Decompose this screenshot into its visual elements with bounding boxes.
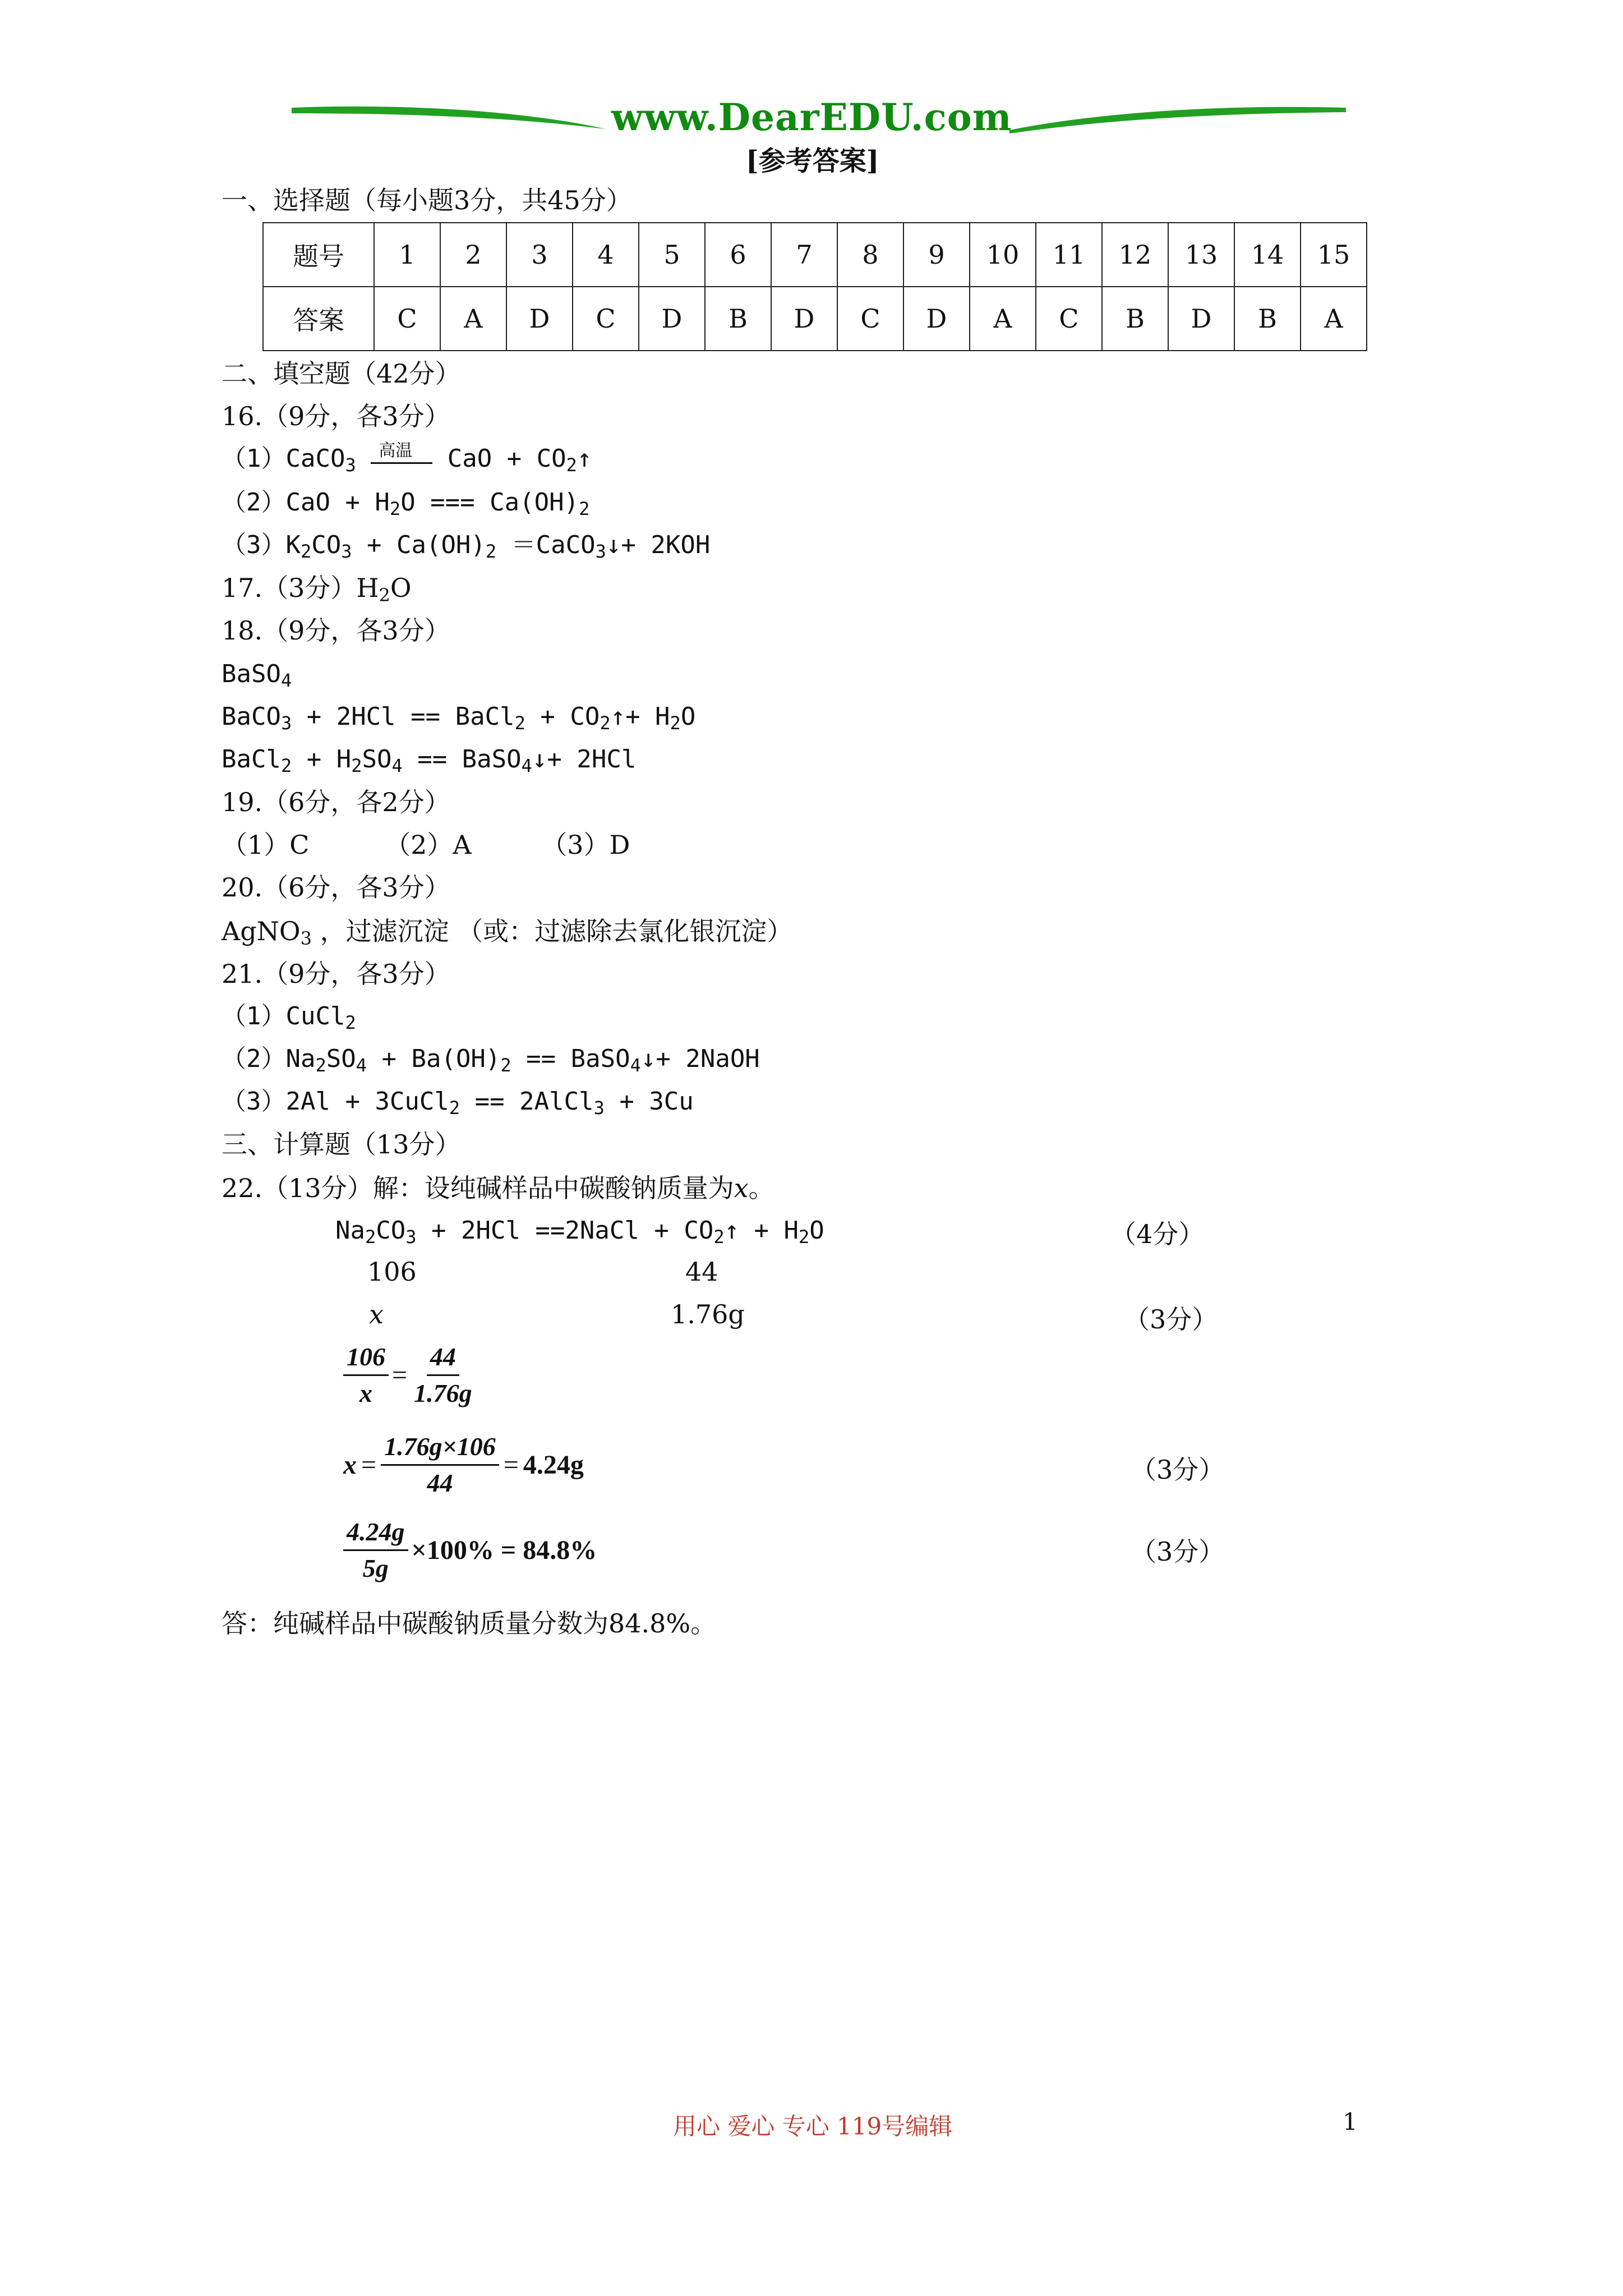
text: BaSO bbox=[222, 660, 281, 688]
q18-head: 18.（9分，各3分） bbox=[222, 615, 450, 646]
swoosh-right-decoration bbox=[1009, 101, 1346, 135]
variable-x: x bbox=[734, 1173, 749, 1203]
score-label: （3分） bbox=[1124, 1304, 1218, 1335]
table-row-answers bbox=[263, 287, 1367, 351]
fraction bbox=[381, 1429, 499, 1501]
text: （1）CuCl bbox=[222, 1002, 345, 1030]
text: ↑+ H bbox=[610, 702, 670, 731]
numerator: 44 bbox=[427, 1340, 459, 1376]
subscript: 2 bbox=[449, 1097, 460, 1119]
percent-result: ×100% = 84.8% bbox=[411, 1535, 597, 1565]
subscript: 2 bbox=[485, 541, 497, 562]
q17-line bbox=[222, 571, 412, 605]
text: ↓+ 2HCl bbox=[532, 745, 637, 774]
table-cell: D bbox=[506, 287, 573, 351]
table-cell: 9 bbox=[903, 223, 970, 287]
table-cell: D bbox=[639, 287, 705, 351]
q16-head: 16.（9分，各3分） bbox=[222, 401, 450, 431]
table-row-numbers bbox=[263, 223, 1367, 287]
table-cell: 10 bbox=[970, 223, 1036, 287]
text: 。 bbox=[748, 1173, 774, 1203]
table-cell: A bbox=[970, 287, 1036, 351]
subscript: 2 bbox=[799, 1226, 810, 1248]
table-cell: B bbox=[1102, 287, 1168, 351]
table-cell: C bbox=[374, 287, 440, 351]
row-label-numbers: 题号 bbox=[263, 223, 374, 287]
subscript: 4 bbox=[356, 1055, 367, 1076]
text: AgNO bbox=[222, 916, 301, 946]
q19-answer-3: （3）D bbox=[541, 830, 630, 860]
reaction-condition bbox=[371, 441, 432, 471]
subscript: 4 bbox=[391, 755, 403, 776]
variable-x: x bbox=[343, 1450, 357, 1480]
subscript: 2 bbox=[280, 755, 292, 776]
equals-sign: = bbox=[503, 1450, 519, 1480]
page-subtitle: [参考答案] bbox=[746, 145, 879, 177]
co2-mass: 1.76g bbox=[671, 1299, 745, 1329]
text: 22.（13分）解：设纯碱样品中碳酸钠质量为 bbox=[222, 1173, 734, 1203]
q21-line1 bbox=[222, 1000, 356, 1033]
text: + Ba(OH) bbox=[367, 1045, 501, 1073]
q16-line2 bbox=[222, 486, 589, 519]
score-label: （3分） bbox=[1131, 1455, 1225, 1485]
text: （2）Na bbox=[222, 1045, 316, 1073]
molar-mass-co2: 44 bbox=[685, 1257, 718, 1287]
text: SO bbox=[362, 745, 392, 774]
gas-arrow-icon: ↑ bbox=[577, 444, 592, 473]
fraction bbox=[343, 1515, 408, 1586]
denominator: x bbox=[359, 1379, 372, 1407]
numerator: 106 bbox=[343, 1340, 389, 1376]
text: ↑ + H bbox=[724, 1216, 799, 1245]
subscript: 2 bbox=[579, 498, 590, 519]
denominator: 44 bbox=[427, 1469, 453, 1497]
text: + 2HCl == BaCl bbox=[292, 702, 515, 731]
text: BaCO bbox=[222, 702, 281, 731]
subscript: 3 bbox=[345, 454, 356, 476]
subscript: 2 bbox=[670, 712, 681, 734]
q19-answer-2: （2）A bbox=[385, 830, 472, 860]
section1-title: 一、选择题（每小题3分，共45分） bbox=[222, 185, 632, 215]
text: + CO bbox=[525, 702, 600, 731]
text: （3）K bbox=[222, 531, 301, 559]
unknown-x: x bbox=[369, 1299, 384, 1329]
subscript: 4 bbox=[630, 1055, 641, 1076]
q18-line2 bbox=[222, 700, 695, 734]
subscript: 2 bbox=[600, 712, 611, 734]
table-cell: 6 bbox=[705, 223, 771, 287]
row-label-answers: 答案 bbox=[263, 287, 374, 351]
text: （3）2Al + 3CuCl bbox=[222, 1087, 449, 1116]
q18-line1 bbox=[222, 657, 292, 691]
q20-answer bbox=[222, 914, 792, 948]
equals-sign: = bbox=[392, 1360, 408, 1390]
q16-line3 bbox=[222, 528, 710, 562]
q22-equation bbox=[335, 1214, 824, 1248]
table-cell: 3 bbox=[506, 223, 573, 287]
table-cell: 15 bbox=[1301, 223, 1367, 287]
section2-title: 二、填空题（42分） bbox=[222, 358, 461, 389]
subscript: 2 bbox=[365, 1226, 376, 1248]
text: O bbox=[390, 573, 412, 603]
subscript: 3 bbox=[405, 1226, 417, 1248]
table-cell: 8 bbox=[837, 223, 903, 287]
section3-title: 三、计算题（13分） bbox=[222, 1129, 461, 1159]
subscript: 2 bbox=[500, 1055, 511, 1076]
subscript: 2 bbox=[713, 1226, 725, 1248]
table-cell: A bbox=[440, 287, 506, 351]
text: + 3Cu bbox=[604, 1087, 694, 1116]
text: 17.（3分）H bbox=[222, 573, 379, 603]
footer-text: 用心 爱心 专心 119号编辑 bbox=[673, 2113, 953, 2140]
subscript: 2 bbox=[514, 712, 525, 734]
text: == BaSO bbox=[402, 745, 522, 774]
score-label: （3分） bbox=[1131, 1536, 1225, 1567]
condition-label: 高温 bbox=[379, 441, 413, 461]
q16-line1 bbox=[222, 442, 592, 476]
table-cell: 12 bbox=[1102, 223, 1168, 287]
text: CO bbox=[311, 531, 342, 559]
subscript: 2 bbox=[345, 1012, 356, 1033]
q19-answer-1: （1）C bbox=[222, 830, 310, 860]
text: （1）CaCO bbox=[222, 444, 345, 473]
site-logo-text: www.DearEDU.com bbox=[611, 95, 1012, 139]
table-cell: A bbox=[1301, 287, 1367, 351]
q19-head: 19.（6分，各2分） bbox=[222, 787, 450, 817]
denominator: 5g bbox=[362, 1554, 389, 1582]
subscript: 3 bbox=[595, 541, 606, 562]
page-number: 1 bbox=[1343, 2108, 1358, 2136]
text: BaCl bbox=[222, 745, 281, 774]
subscript: 2 bbox=[300, 541, 312, 562]
q18-line3 bbox=[222, 743, 636, 776]
q21-head: 21.（9分，各3分） bbox=[222, 959, 450, 989]
text: + H bbox=[292, 745, 352, 774]
text: ↓+ 2NaOH bbox=[640, 1045, 760, 1073]
numerator: 1.76g×106 bbox=[381, 1429, 499, 1466]
table-cell: D bbox=[903, 287, 970, 351]
answer-table bbox=[262, 222, 1367, 351]
swoosh-left-decoration bbox=[292, 101, 606, 135]
subscript: 2 bbox=[566, 454, 577, 476]
table-cell: C bbox=[1036, 287, 1102, 351]
subscript: 3 bbox=[341, 541, 352, 562]
text: O bbox=[680, 702, 696, 731]
percent-equation bbox=[343, 1515, 597, 1586]
result: 4.24g bbox=[523, 1450, 584, 1480]
text: Na bbox=[335, 1216, 365, 1245]
q21-line2 bbox=[222, 1042, 760, 1076]
q20-head: 20.（6分，各3分） bbox=[222, 872, 450, 903]
text: == BaSO bbox=[511, 1045, 630, 1073]
text: CO bbox=[376, 1216, 406, 1245]
q22-head bbox=[222, 1171, 774, 1205]
subscript: 3 bbox=[280, 712, 292, 734]
text: CaO + CO bbox=[447, 444, 566, 473]
subscript: 4 bbox=[521, 755, 532, 776]
table-cell: 7 bbox=[771, 223, 837, 287]
text: + Ca(OH) bbox=[352, 531, 486, 559]
text: ，过滤沉淀 （或：过滤除去氯化银沉淀） bbox=[312, 916, 793, 946]
text: ＝CaCO bbox=[496, 531, 596, 559]
table-cell: B bbox=[1234, 287, 1301, 351]
ratio-equation bbox=[343, 1340, 476, 1411]
table-cell: 1 bbox=[374, 223, 440, 287]
fraction bbox=[411, 1340, 476, 1411]
text: O === Ca(OH) bbox=[400, 488, 579, 517]
text: （2）CaO + H bbox=[222, 488, 390, 517]
table-cell: D bbox=[771, 287, 837, 351]
table-cell: D bbox=[1168, 287, 1234, 351]
table-cell: 4 bbox=[573, 223, 639, 287]
final-answer: 答：纯碱样品中碳酸钠质量分数为84.8%。 bbox=[222, 1608, 717, 1639]
table-cell: C bbox=[573, 287, 639, 351]
text: SO bbox=[326, 1045, 356, 1073]
q19-answers bbox=[222, 828, 630, 862]
score-label: （4分） bbox=[1110, 1219, 1205, 1249]
subscript: 2 bbox=[315, 1055, 326, 1076]
text: + 2HCl ==2NaCl + CO bbox=[416, 1216, 714, 1245]
table-cell: 14 bbox=[1234, 223, 1301, 287]
table-cell: 13 bbox=[1168, 223, 1234, 287]
denominator: 1.76g bbox=[414, 1379, 472, 1407]
subscript: 2 bbox=[351, 755, 362, 776]
condition-line bbox=[371, 462, 432, 464]
equals-sign: = bbox=[361, 1450, 377, 1480]
text: == 2AlCl bbox=[460, 1087, 594, 1116]
numerator: 4.24g bbox=[343, 1515, 408, 1551]
table-cell: B bbox=[705, 287, 771, 351]
table-cell: C bbox=[837, 287, 903, 351]
subscript: 3 bbox=[593, 1097, 605, 1119]
text: ↓+ 2KOH bbox=[606, 531, 711, 559]
subscript: 4 bbox=[280, 670, 292, 691]
fraction bbox=[343, 1340, 389, 1411]
table-cell: 11 bbox=[1036, 223, 1102, 287]
subscript: 2 bbox=[389, 498, 401, 519]
subscript: 2 bbox=[379, 585, 390, 606]
subscript: 3 bbox=[300, 928, 312, 949]
text: O bbox=[809, 1216, 824, 1245]
table-cell: 2 bbox=[440, 223, 506, 287]
table-cell: 5 bbox=[639, 223, 705, 287]
molar-mass-na2co3: 106 bbox=[367, 1257, 417, 1287]
calc-equation bbox=[343, 1429, 584, 1501]
q21-line3 bbox=[222, 1085, 694, 1119]
